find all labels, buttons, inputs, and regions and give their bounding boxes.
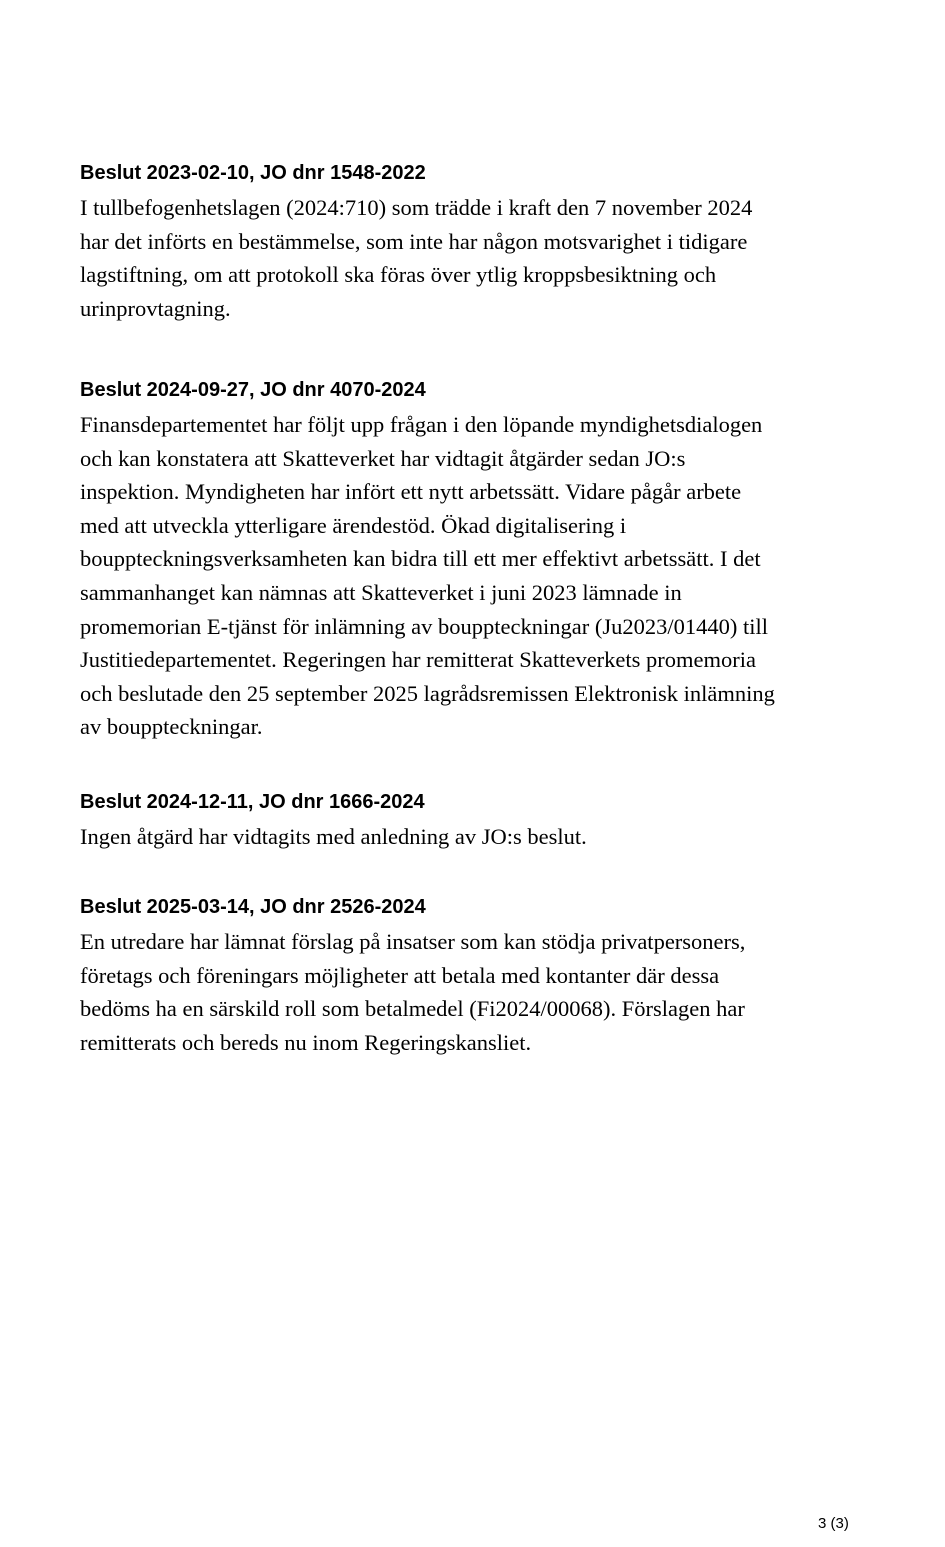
page-number: 3 (3): [818, 1515, 849, 1532]
section-heading: Beslut 2024-09-27, JO dnr 4070-2024: [80, 379, 426, 401]
section-paragraph: Finansdepartementet har följt upp frågan i den löpande myndighetsdialogen och kan konstatera att Skatteverket har vidtagit åtgärder sedan JO:s inspektion. Myndigheten har infört ett nytt arbetssätt. Vidare pågår arbete med att utveckla ytterligare ärendestöd. Ökad digitalisering i bouppteckningsverksamheten kan bidra till ett mer effektivt arbetssätt. I det sammanhanget kan nämnas att Skatteverket i juni 2023 lämnade in promemorian E-tjänst för inlämning av bouppteckningar (Ju2023/01440) till Justitiedepartementet. Regeringen har remitterat Skatteverkets promemoria och beslutade den 25 september 2025 lagrådsremissen Elektronisk inlämning av bouppteckningar.: [80, 412, 775, 740]
section-paragraph: En utredare har lämnat förslag på insatser som kan stödja privatpersoners, företags och föreningars möjligheter att betala med kontanter där dessa bedöms ha en särskild roll som betalmedel (Fi2024/00068). Förslagen har remitterats och bereds nu inom Regeringskansliet.: [80, 929, 746, 1055]
section-paragraph: I tullbefogenhetslagen (2024:710) som trädde i kraft den 7 november 2024 har det införts en bestämmelse, som inte har någon motsvarighet i tidigare lagstiftning, om att protokoll ska föras över ytlig kroppsbesiktning och urinprovtagning.: [80, 195, 753, 321]
decision-section: [80, 377, 870, 789]
decision-section: [80, 894, 870, 1059]
section-heading: Beslut 2024-12-11, JO dnr 1666-2024: [80, 791, 425, 813]
document-body: [80, 160, 870, 1059]
section-heading: Beslut 2023-02-10, JO dnr 1548-2022: [80, 162, 426, 184]
decision-section: [80, 160, 870, 377]
decision-section: [80, 789, 870, 894]
section-paragraph: Ingen åtgärd har vidtagits med anledning av JO:s beslut.: [80, 824, 587, 849]
section-heading: Beslut 2025-03-14, JO dnr 2526-2024: [80, 896, 426, 918]
